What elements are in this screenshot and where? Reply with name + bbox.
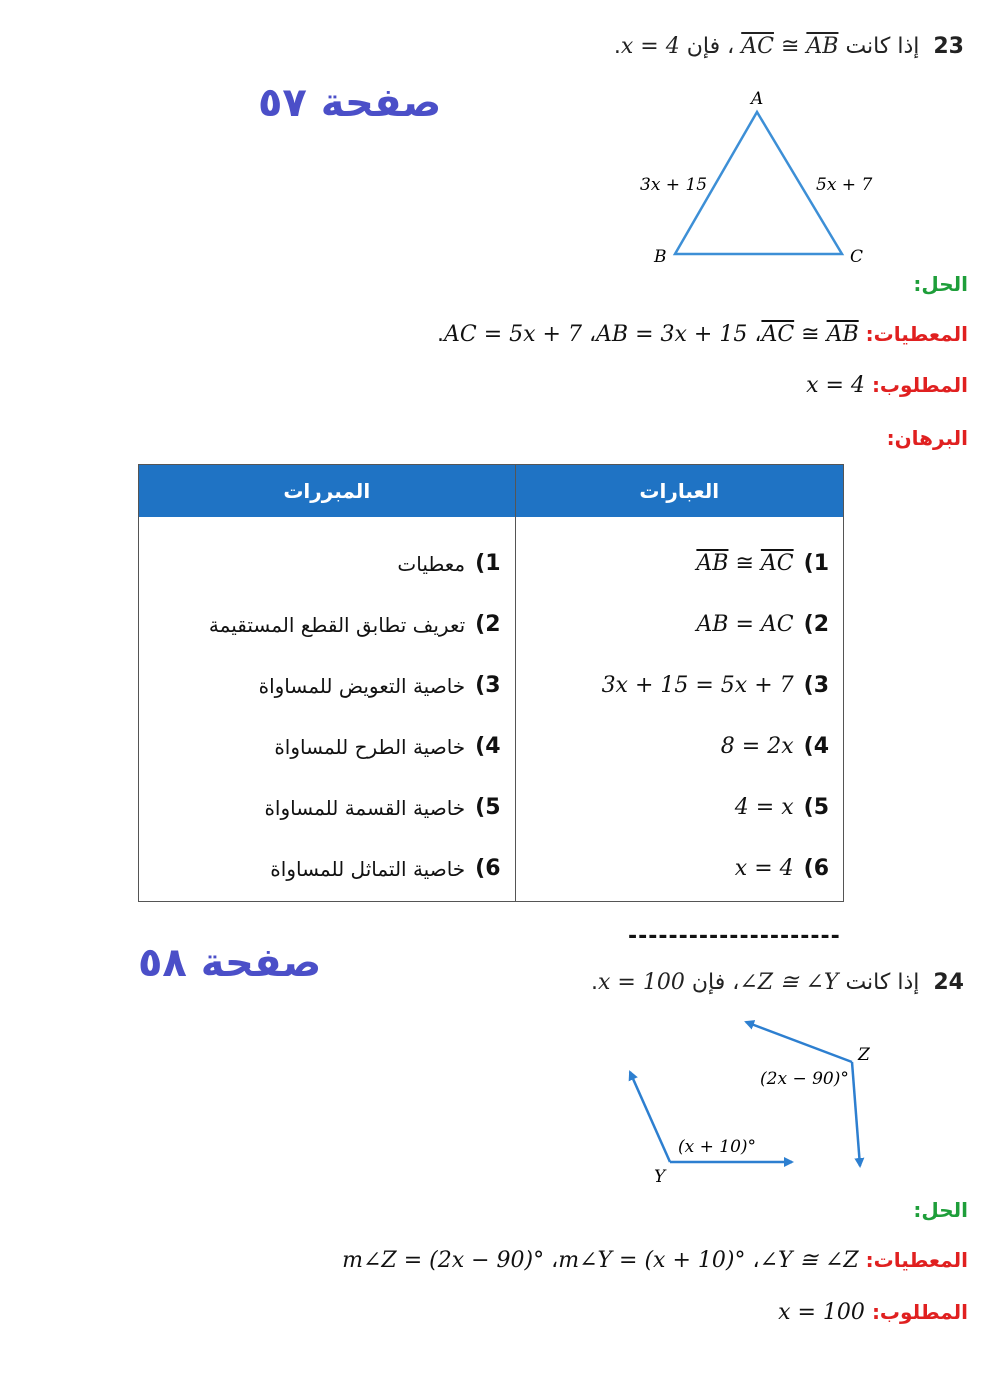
required-label: المطلوب: [871, 373, 968, 397]
required-line-23: المطلوب: x = 4 [806, 373, 968, 398]
angle-z [746, 1022, 860, 1166]
vertex-b-label: B [654, 247, 667, 267]
header-reasons: المبررات [139, 465, 516, 518]
required-line-24: المطلوب: x = 100 [778, 1300, 968, 1325]
statement-row: 5) 4 = x [734, 795, 829, 820]
given-label: المعطيات: [865, 1248, 968, 1272]
reason-row: 4) خاصية الطرح للمساواة [274, 734, 501, 759]
problem-number: 24 [933, 970, 964, 995]
reason-row: 5) خاصية القسمة للمساواة [264, 795, 501, 820]
problem-24-title: 24 إذا كانت ∠Z ≅ ∠Y، فإن x = 100. [591, 970, 964, 995]
statement-row: 2) AB = AC [696, 612, 829, 637]
side-ac-label: 5x + 7 [816, 175, 873, 195]
vertex-c-label: C [850, 247, 864, 267]
reason-row: 6) خاصية التماثل للمساواة [270, 856, 501, 881]
reason-row: 3) خاصية التعويض للمساواة [258, 673, 501, 698]
header-statements: العبارات [515, 465, 843, 518]
reason-row: 1) معطيات [397, 551, 501, 576]
statement-row: 1) $\overline{AB}$ ≅ $\overline{AC}$ [696, 551, 829, 576]
vertex-a-label: A [751, 89, 764, 109]
problem-23-title: 23 إذا كانت $\overline{AB}$ ≅ $\overline{AC}$ ، فإن x = 4. [613, 34, 964, 59]
solution-label-23: الحل: [913, 272, 968, 296]
vertex-y-label: Y [654, 1167, 666, 1187]
required-label: المطلوب: [871, 1300, 968, 1324]
section-divider: --------------------- [628, 924, 841, 949]
reasons-column [139, 517, 515, 899]
given-label: المعطيات: [865, 322, 968, 346]
proof-label: البرهان: [886, 426, 968, 450]
given-line-24: المعطيات: ∠Y ≅ ∠Z، m∠Y = (x + 10)°، m∠Z = (2x − 90)° [342, 1248, 968, 1273]
statement-row: 3) 3x + 15 = 5x + 7 [601, 673, 829, 698]
problem-number: 23 [933, 34, 964, 59]
statement-row: 4) 8 = 2x [720, 734, 829, 759]
reason-row: 2) تعريف تطابق القطع المستقيمة [208, 612, 501, 637]
page-label-58: صفحة ٥٨ [138, 940, 322, 986]
triangle-figure [620, 84, 900, 274]
angle-y-label: (x + 10)° [678, 1137, 757, 1157]
statement-row: 6) x = 4 [734, 856, 829, 881]
proof-table [138, 464, 844, 902]
given-line-23: المعطيات: $\overline{AB}$ ≅ $\overline{AC}،$ AB = 3x + 15، AC = 5x + 7. [436, 322, 968, 347]
page-label-57: صفحة ٥٧ [258, 80, 442, 126]
side-ab-label: 3x + 15 [640, 175, 708, 195]
vertex-z-label: Z [858, 1045, 870, 1065]
statements-column [516, 517, 843, 899]
angles-figure [600, 1010, 900, 1190]
solution-label-24: الحل: [913, 1198, 968, 1222]
angle-z-label: (2x − 90)° [760, 1069, 849, 1089]
